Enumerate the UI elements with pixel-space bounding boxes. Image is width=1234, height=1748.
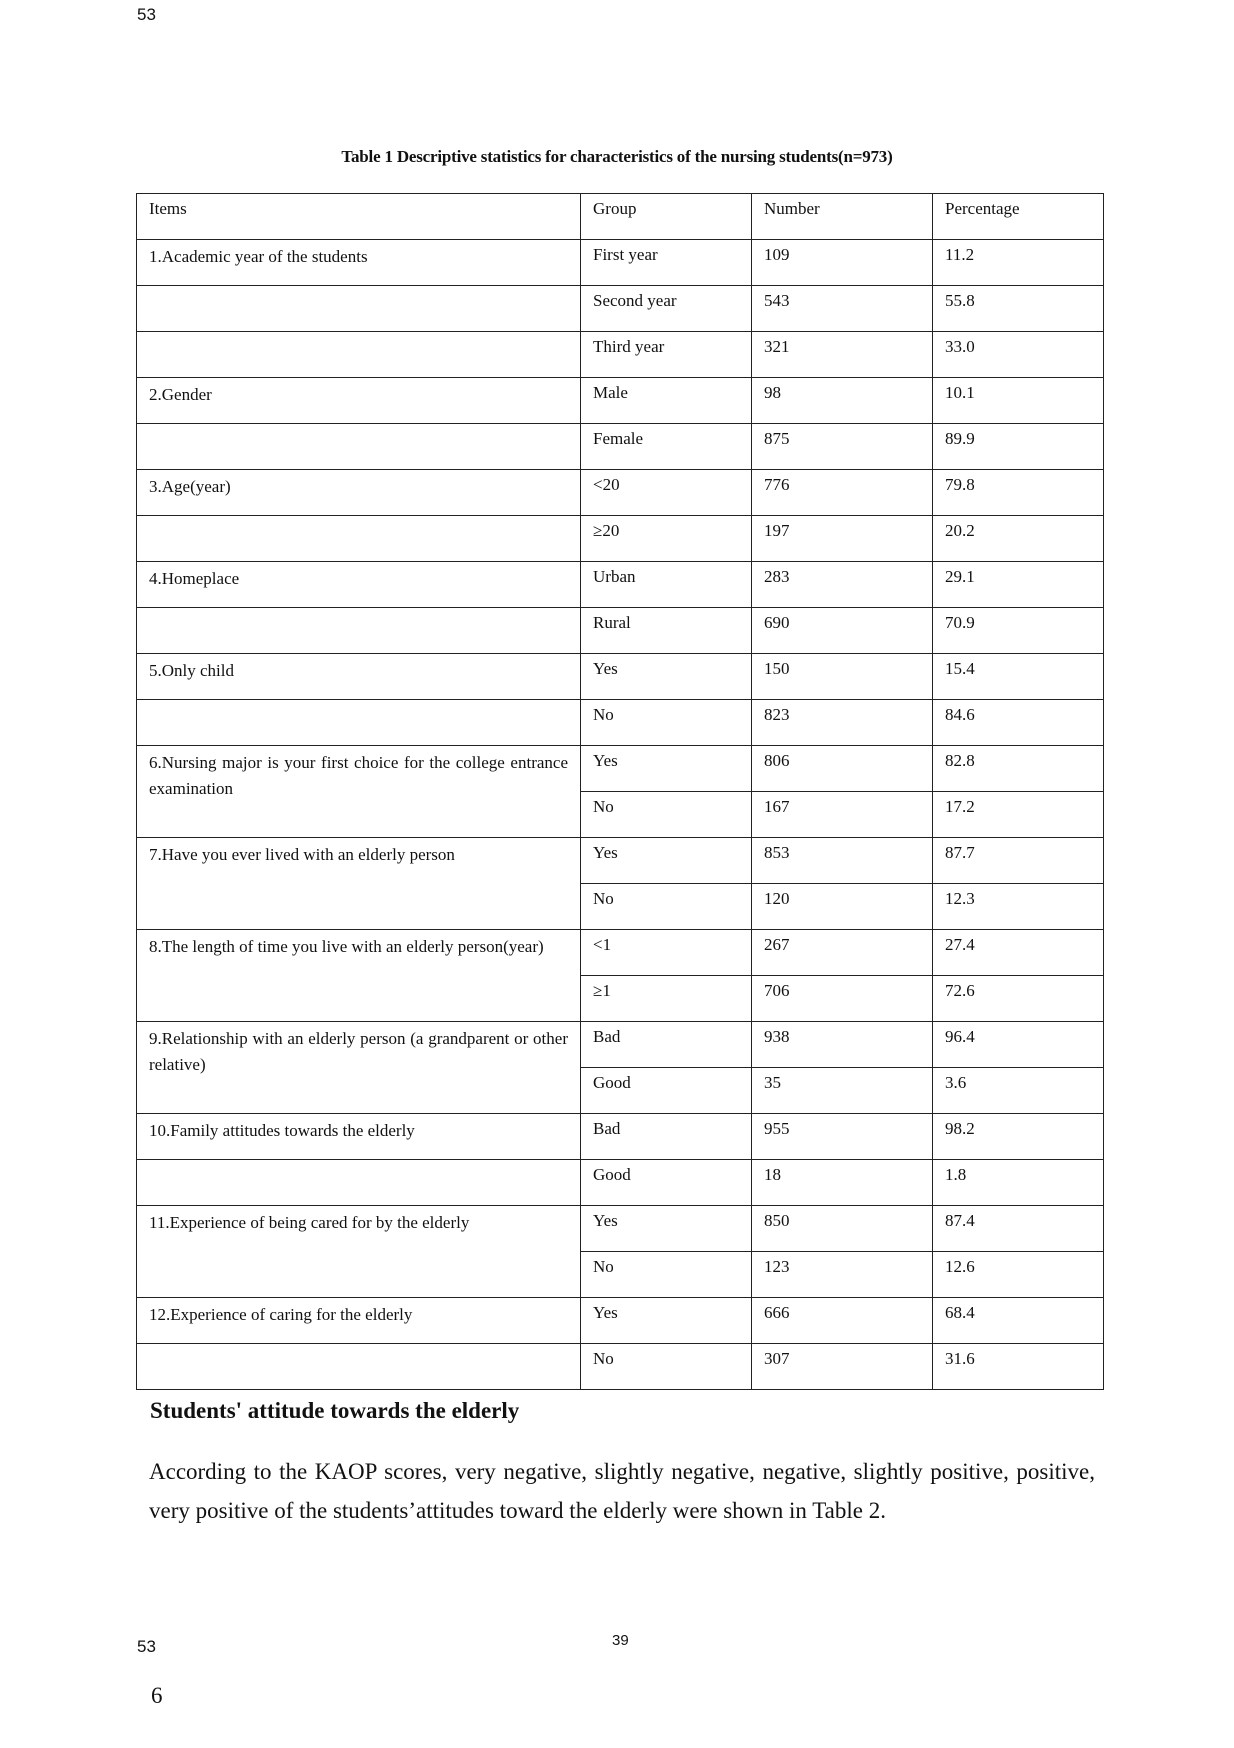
cell-group: Male	[581, 378, 752, 424]
table-row	[137, 700, 1104, 746]
cell-item: 1.Academic year of the students	[137, 240, 581, 286]
cell-group: Second year	[581, 286, 752, 332]
cell-number: 955	[752, 1114, 933, 1160]
cell-number: 35	[752, 1068, 933, 1114]
cell-percentage: 72.6	[933, 976, 1104, 1022]
cell-percentage: 68.4	[933, 1298, 1104, 1344]
cell-group: Yes	[581, 654, 752, 700]
cell-number: 875	[752, 424, 933, 470]
cell-percentage: 12.6	[933, 1252, 1104, 1298]
cell-item: 2.Gender	[137, 378, 581, 424]
cell-percentage: 12.3	[933, 884, 1104, 930]
table-row	[137, 470, 1104, 516]
cell-percentage: 10.1	[933, 378, 1104, 424]
table-row	[137, 1206, 1104, 1252]
cell-number: 853	[752, 838, 933, 884]
cell-percentage: 98.2	[933, 1114, 1104, 1160]
table-row	[137, 378, 1104, 424]
table-caption: Table 1 Descriptive statistics for characteristics of the nursing students(n=973)	[341, 147, 893, 166]
cell-percentage: 55.8	[933, 286, 1104, 332]
cell-item	[137, 516, 581, 562]
cell-percentage: 87.7	[933, 838, 1104, 884]
table-row	[137, 608, 1104, 654]
cell-group: Yes	[581, 838, 752, 884]
table-row	[137, 1114, 1104, 1160]
table-body	[137, 240, 1104, 1390]
cell-group: ≥1	[581, 976, 752, 1022]
cell-group: Female	[581, 424, 752, 470]
cell-group: Bad	[581, 1022, 752, 1068]
cell-number: 120	[752, 884, 933, 930]
table-row	[137, 240, 1104, 286]
cell-group: <20	[581, 470, 752, 516]
cell-item: 8.The length of time you live with an elderly person(year)	[137, 930, 581, 1022]
cell-percentage: 82.8	[933, 746, 1104, 792]
cell-number: 18	[752, 1160, 933, 1206]
cell-item	[137, 608, 581, 654]
cell-percentage: 89.9	[933, 424, 1104, 470]
cell-group: Bad	[581, 1114, 752, 1160]
cell-item	[137, 332, 581, 378]
cell-item: 11.Experience of being cared for by the elderly	[137, 1206, 581, 1298]
cell-number: 150	[752, 654, 933, 700]
cell-number: 98	[752, 378, 933, 424]
table-row	[137, 1160, 1104, 1206]
cell-group: First year	[581, 240, 752, 286]
table-row	[137, 930, 1104, 976]
cell-percentage: 70.9	[933, 608, 1104, 654]
cell-group: No	[581, 884, 752, 930]
cell-group: ≥20	[581, 516, 752, 562]
cell-item: 10.Family attitudes towards the elderly	[137, 1114, 581, 1160]
cell-item	[137, 1344, 581, 1390]
cell-number: 706	[752, 976, 933, 1022]
cell-percentage: 20.2	[933, 516, 1104, 562]
cell-group: <1	[581, 930, 752, 976]
cell-group: Good	[581, 1068, 752, 1114]
cell-percentage: 84.6	[933, 700, 1104, 746]
cell-item: 9.Relationship with an elderly person (a grandparent or other relative)	[137, 1022, 581, 1114]
cell-item: 3.Age(year)	[137, 470, 581, 516]
cell-percentage: 17.2	[933, 792, 1104, 838]
table-row	[137, 1022, 1104, 1068]
cell-percentage: 27.4	[933, 930, 1104, 976]
cell-number: 850	[752, 1206, 933, 1252]
characteristics-table	[136, 193, 1104, 1390]
table-row	[137, 286, 1104, 332]
cell-number: 123	[752, 1252, 933, 1298]
cell-group: No	[581, 792, 752, 838]
cell-group: Urban	[581, 562, 752, 608]
table-row	[137, 746, 1104, 792]
cell-number: 806	[752, 746, 933, 792]
cell-group: Yes	[581, 1298, 752, 1344]
cell-item: 5.Only child	[137, 654, 581, 700]
cell-number: 267	[752, 930, 933, 976]
table-row	[137, 424, 1104, 470]
cell-number: 666	[752, 1298, 933, 1344]
cell-item: 12.Experience of caring for the elderly	[137, 1298, 581, 1344]
cell-item: 6.Nursing major is your first choice for the college entrance examination	[137, 746, 581, 838]
cell-group: No	[581, 700, 752, 746]
column-header-items: Items	[137, 194, 581, 240]
page-content	[0, 147, 1234, 1530]
table-row	[137, 654, 1104, 700]
cell-group: Yes	[581, 746, 752, 792]
table-row	[137, 332, 1104, 378]
table-row	[137, 838, 1104, 884]
cell-number: 543	[752, 286, 933, 332]
section-heading: Students' attitude towards the elderly	[150, 1398, 520, 1423]
cell-item: 4.Homeplace	[137, 562, 581, 608]
table-row	[137, 1344, 1104, 1390]
cell-percentage: 11.2	[933, 240, 1104, 286]
footer-line-marker: 6	[151, 1683, 163, 1708]
cell-item	[137, 700, 581, 746]
cell-group: Good	[581, 1160, 752, 1206]
cell-percentage: 3.6	[933, 1068, 1104, 1114]
cell-number: 938	[752, 1022, 933, 1068]
column-header-percentage: Percentage	[933, 194, 1104, 240]
cell-group: Third year	[581, 332, 752, 378]
cell-percentage: 33.0	[933, 332, 1104, 378]
cell-number: 823	[752, 700, 933, 746]
cell-percentage: 31.6	[933, 1344, 1104, 1390]
body-paragraph: According to the KAOP scores, very negative, slightly negative, negative, slightly positive, positive, very positive of the students’attitudes toward the elderly were shown in Table 2.	[149, 1459, 1095, 1523]
cell-number: 109	[752, 240, 933, 286]
page-number: 39	[612, 1632, 629, 1649]
table-header-row	[137, 194, 1104, 240]
table-row	[137, 562, 1104, 608]
cell-number: 690	[752, 608, 933, 654]
cell-item	[137, 424, 581, 470]
cell-group: No	[581, 1252, 752, 1298]
cell-percentage: 15.4	[933, 654, 1104, 700]
cell-item: 7.Have you ever lived with an elderly person	[137, 838, 581, 930]
cell-item	[137, 286, 581, 332]
cell-percentage: 96.4	[933, 1022, 1104, 1068]
cell-number: 197	[752, 516, 933, 562]
cell-number: 776	[752, 470, 933, 516]
header-line-number: 53	[137, 5, 156, 24]
footer-line-number: 53	[137, 1637, 156, 1656]
cell-percentage: 1.8	[933, 1160, 1104, 1206]
table-row	[137, 1298, 1104, 1344]
cell-number: 321	[752, 332, 933, 378]
cell-percentage: 79.8	[933, 470, 1104, 516]
cell-group: Yes	[581, 1206, 752, 1252]
cell-number: 307	[752, 1344, 933, 1390]
column-header-group: Group	[581, 194, 752, 240]
cell-percentage: 29.1	[933, 562, 1104, 608]
table-row	[137, 516, 1104, 562]
cell-percentage: 87.4	[933, 1206, 1104, 1252]
cell-number: 167	[752, 792, 933, 838]
cell-group: Rural	[581, 608, 752, 654]
cell-group: No	[581, 1344, 752, 1390]
column-header-number: Number	[752, 194, 933, 240]
cell-item	[137, 1160, 581, 1206]
cell-number: 283	[752, 562, 933, 608]
